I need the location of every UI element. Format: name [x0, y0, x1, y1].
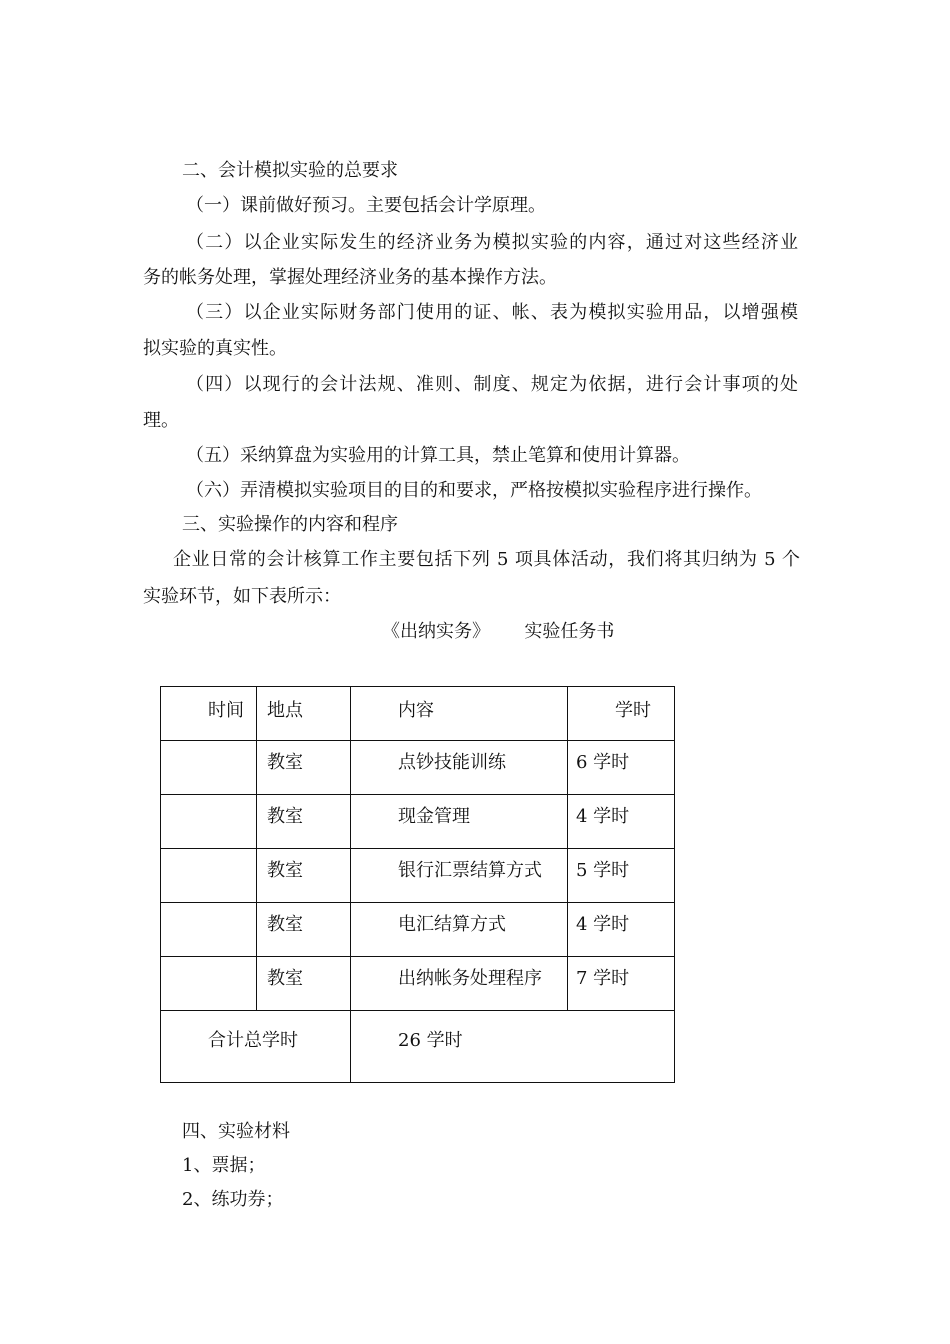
- row-4-place: 教室: [267, 914, 303, 935]
- row-3-place: 教室: [267, 860, 303, 881]
- requirement-6: （六）弄清模拟实验项目的目的和要求，严格按模拟实验程序进行操作。: [186, 480, 762, 501]
- row-3-hours: 5 学时: [576, 860, 630, 881]
- row-2-time: [161, 795, 257, 849]
- requirement-3-line-1: （三）以企业实际财务部门使用的证、帐、表为模拟实验用品，以增强模: [186, 302, 798, 323]
- table-row: [161, 957, 675, 1011]
- row-1-place: 教室: [267, 752, 303, 773]
- section-heading-4: 四、实验材料: [182, 1121, 290, 1142]
- requirement-4-line-2: 理。: [143, 410, 179, 431]
- header-place: 地点: [267, 700, 303, 721]
- header-cell-hours: [568, 687, 675, 741]
- requirement-2-line-1: （二）以企业实际发生的经济业务为模拟实验的内容，通过对这些经济业: [186, 232, 798, 253]
- row-1-hours: 6 学时: [576, 752, 630, 773]
- header-cell-place: [257, 687, 351, 741]
- header-cell-content: [351, 687, 568, 741]
- table-row: [161, 795, 675, 849]
- intro-line-2: 实验环节，如下表所示：: [143, 586, 341, 607]
- table-row: [161, 849, 675, 903]
- requirement-4-line-1: （四）以现行的会计法规、准则、制度、规定为依据，进行会计事项的处: [186, 374, 798, 395]
- row-4-hours: 4 学时: [576, 914, 630, 935]
- row-2-place: 教室: [267, 806, 303, 827]
- intro-line-1: 企业日常的会计核算工作主要包括下列 5 项具体活动，我们将其归纳为 5 个: [173, 549, 800, 570]
- material-item-1: 1、票据；: [182, 1155, 266, 1176]
- table-row: [161, 741, 675, 795]
- header-cell-time: [161, 687, 257, 741]
- header-content: 内容: [398, 700, 434, 721]
- row-3-time: [161, 849, 257, 903]
- requirement-1: （一）课前做好预习。主要包括会计学原理。: [186, 195, 546, 216]
- table-title: 《出纳实务》 实验任务书: [382, 621, 615, 642]
- row-1-time: [161, 741, 257, 795]
- row-5-content: 出纳帐务处理程序: [398, 968, 542, 989]
- total-value: 26 学时: [398, 1030, 463, 1051]
- section-heading-3: 三、实验操作的内容和程序: [182, 514, 398, 535]
- row-5-place: 教室: [267, 968, 303, 989]
- section-heading-2: 二、会计模拟实验的总要求: [182, 160, 398, 181]
- row-5-time: [161, 957, 257, 1011]
- header-hours: 学时: [615, 700, 651, 721]
- table-header-row: [161, 687, 675, 741]
- row-3-content: 银行汇票结算方式: [398, 860, 542, 881]
- row-4-time: [161, 903, 257, 957]
- row-5-hours: 7 学时: [576, 968, 630, 989]
- table-row: [161, 903, 675, 957]
- row-4-content: 电汇结算方式: [398, 914, 506, 935]
- row-1-content: 点钞技能训练: [398, 752, 506, 773]
- header-time: 时间: [208, 700, 244, 721]
- requirement-3-line-2: 拟实验的真实性。: [143, 338, 287, 359]
- task-table: [160, 686, 675, 1083]
- total-label: 合计总学时: [208, 1030, 298, 1051]
- row-2-hours: 4 学时: [576, 806, 630, 827]
- row-2-content: 现金管理: [398, 806, 470, 827]
- table-total-row: [161, 1011, 675, 1083]
- requirement-5: （五）采纳算盘为实验用的计算工具，禁止笔算和使用计算器。: [186, 445, 690, 466]
- material-item-2: 2、练功券；: [182, 1189, 284, 1210]
- requirement-2-line-2: 务的帐务处理，掌握处理经济业务的基本操作方法。: [143, 267, 557, 288]
